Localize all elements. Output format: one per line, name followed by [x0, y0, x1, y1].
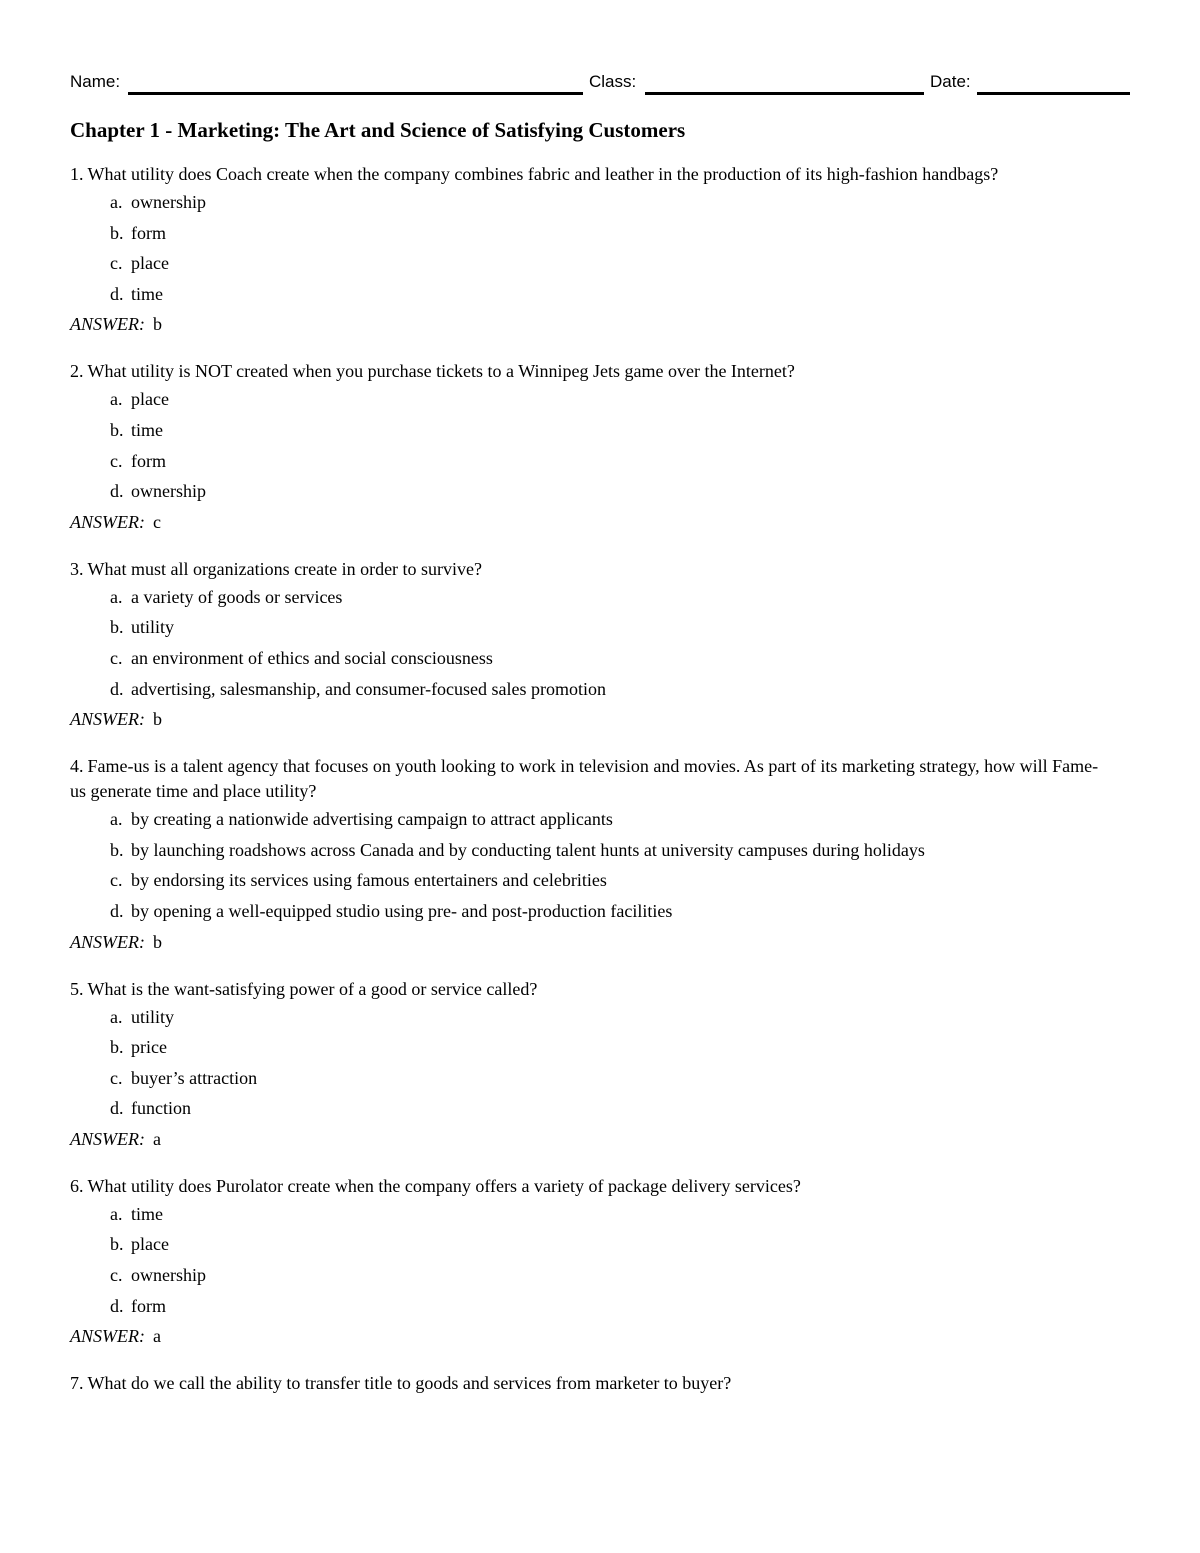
answer-label: ANSWER:: [70, 314, 145, 335]
question-text: What utility does Purolator create when the company offers a variety of package delivery services?: [87, 1175, 801, 1196]
question-text: What utility does Coach create when the company combines fabric and leather in the production of its high-fashion handbags?: [87, 164, 999, 184]
answer-option: [110, 677, 1100, 702]
date-label: Date:: [930, 72, 971, 91]
option-text: advertising, salesmanship, and consumer-focused sales promotion: [131, 678, 607, 699]
option-list: [70, 585, 1100, 702]
question-list: [70, 162, 1100, 1418]
option-letter: a.: [110, 586, 123, 607]
option-text: place: [131, 389, 169, 410]
option-text: form: [131, 450, 166, 471]
answer-option: [110, 418, 1100, 443]
option-text: form: [131, 1295, 166, 1316]
option-text: time: [131, 283, 163, 304]
option-list: [70, 190, 1100, 307]
option-letter: c.: [110, 450, 123, 471]
question-item: [70, 1174, 1100, 1349]
answer-option: [110, 1232, 1100, 1257]
question-stem: [70, 1371, 1100, 1396]
answer-label: ANSWER:: [70, 511, 145, 532]
answer-option: [110, 1096, 1100, 1121]
option-letter: c.: [110, 1067, 123, 1088]
option-text: an environment of ethics and social consciousness: [131, 647, 493, 668]
option-text: by endorsing its services using famous entertainers and celebrities: [131, 870, 607, 891]
question-stem: [70, 162, 1100, 187]
option-letter: b.: [110, 222, 124, 243]
question-stem: [70, 754, 1100, 804]
answer-option: [110, 282, 1100, 307]
option-letter: d.: [110, 678, 124, 699]
question-number: 7.: [70, 1373, 84, 1394]
answer-key: [70, 1127, 1100, 1152]
option-letter: b.: [110, 1234, 124, 1255]
question-text: What is the want-satisfying power of a good or service called?: [87, 978, 538, 999]
answer-option: [110, 646, 1100, 671]
answer-key: [70, 510, 1100, 535]
answer-value: b: [152, 931, 162, 952]
answer-label: ANSWER:: [70, 931, 145, 952]
page-title: Chapter 1 - Marketing: The Art and Science of Satisfying Customers: [70, 118, 686, 142]
option-text: price: [131, 1037, 167, 1058]
name-field-line: [128, 92, 583, 95]
question-stem: [70, 977, 1100, 1002]
name-label: Name:: [70, 72, 121, 91]
question-item: [70, 359, 1100, 534]
question-item: [70, 1371, 1100, 1396]
question-text: What must all organizations create in order to survive?: [87, 558, 483, 579]
option-letter: a.: [110, 809, 123, 830]
option-text: utility: [131, 1006, 175, 1027]
question-number: 4.: [70, 756, 84, 777]
answer-value: b: [152, 709, 162, 730]
option-text: form: [131, 222, 166, 243]
option-text: by launching roadshows across Canada and by conducting talent hunts at university campuses during holidays: [131, 839, 925, 860]
question-item: [70, 162, 1100, 337]
answer-key: [70, 1324, 1100, 1349]
date-field-line: [977, 92, 1130, 95]
answer-label: ANSWER:: [70, 1128, 145, 1149]
option-letter: c.: [110, 870, 123, 891]
option-letter: a.: [110, 1006, 123, 1027]
answer-option: [110, 1035, 1100, 1060]
option-letter: b.: [110, 617, 124, 638]
option-letter: a.: [110, 389, 123, 410]
answer-value: a: [152, 1128, 161, 1149]
answer-option: [110, 868, 1100, 893]
answer-option: [110, 221, 1100, 246]
option-text: utility: [131, 617, 175, 638]
option-text: ownership: [131, 1265, 206, 1286]
option-text: buyer’s attraction: [131, 1067, 258, 1088]
question-text: What utility is NOT created when you purchase tickets to a Winnipeg Jets game over the Internet?: [87, 361, 795, 382]
option-text: ownership: [131, 192, 206, 212]
option-letter: d.: [110, 1295, 124, 1316]
option-letter: c.: [110, 1265, 123, 1286]
option-text: place: [131, 253, 169, 274]
answer-option: [110, 1202, 1100, 1227]
answer-option: [110, 807, 1100, 832]
option-letter: b.: [110, 1037, 124, 1058]
answer-option: [110, 251, 1100, 276]
option-text: place: [131, 1234, 169, 1255]
option-text: function: [131, 1098, 191, 1119]
answer-option: [110, 1066, 1100, 1091]
answer-key: [70, 930, 1100, 955]
option-letter: c.: [110, 647, 123, 668]
option-list: [70, 1005, 1100, 1122]
answer-value: c: [152, 511, 161, 532]
option-text: by creating a nationwide advertising campaign to attract applicants: [131, 809, 613, 830]
question-number: 2.: [70, 361, 84, 382]
answer-key: [70, 312, 1100, 337]
question-item: [70, 754, 1100, 954]
answer-option: [110, 585, 1100, 610]
answer-option: [110, 838, 1100, 863]
option-letter: d.: [110, 283, 124, 304]
answer-option: [110, 190, 1100, 215]
option-text: by opening a well-equipped studio using pre- and post-production facilities: [131, 900, 673, 921]
question-number: 1.: [70, 164, 84, 184]
question-number: 3.: [70, 558, 84, 579]
question-number: 5.: [70, 978, 84, 999]
answer-value: a: [152, 1326, 161, 1347]
question-item: [70, 557, 1100, 732]
option-text: time: [131, 1203, 163, 1224]
question-stem: [70, 359, 1100, 384]
option-list: [70, 807, 1100, 924]
option-letter: b.: [110, 839, 124, 860]
answer-label: ANSWER:: [70, 1326, 145, 1347]
answer-label: ANSWER:: [70, 709, 145, 730]
question-text: Fame-us is a talent agency that focuses on youth looking to work in television and movies. As part of its marketing strategy, how will Fame-us generate time and place utility?: [70, 756, 1099, 802]
class-field-line: [645, 92, 924, 95]
option-letter: d.: [110, 1098, 124, 1119]
question-number: 6.: [70, 1175, 84, 1196]
answer-option: [110, 449, 1100, 474]
answer-value: b: [152, 314, 162, 335]
answer-option: [110, 479, 1100, 504]
answer-option: [110, 1294, 1100, 1319]
answer-option: [110, 615, 1100, 640]
option-letter: c.: [110, 253, 123, 274]
question-text: What do we call the ability to transfer title to goods and services from marketer to buyer?: [87, 1373, 732, 1394]
option-letter: a.: [110, 1203, 123, 1224]
answer-option: [110, 899, 1100, 924]
option-text: time: [131, 419, 163, 440]
header-fields: [70, 70, 1130, 96]
question-item: [70, 977, 1100, 1152]
question-stem: [70, 1174, 1100, 1199]
option-text: a variety of goods or services: [131, 586, 343, 607]
class-label: Class:: [589, 72, 637, 91]
option-list: [70, 1202, 1100, 1319]
option-letter: b.: [110, 419, 124, 440]
option-text: ownership: [131, 481, 206, 502]
option-list: [70, 387, 1100, 504]
answer-option: [110, 1005, 1100, 1030]
answer-option: [110, 1263, 1100, 1288]
question-stem: [70, 557, 1100, 582]
option-letter: a.: [110, 192, 123, 212]
option-letter: d.: [110, 481, 124, 502]
option-letter: d.: [110, 900, 124, 921]
answer-key: [70, 707, 1100, 732]
answer-option: [110, 387, 1100, 412]
